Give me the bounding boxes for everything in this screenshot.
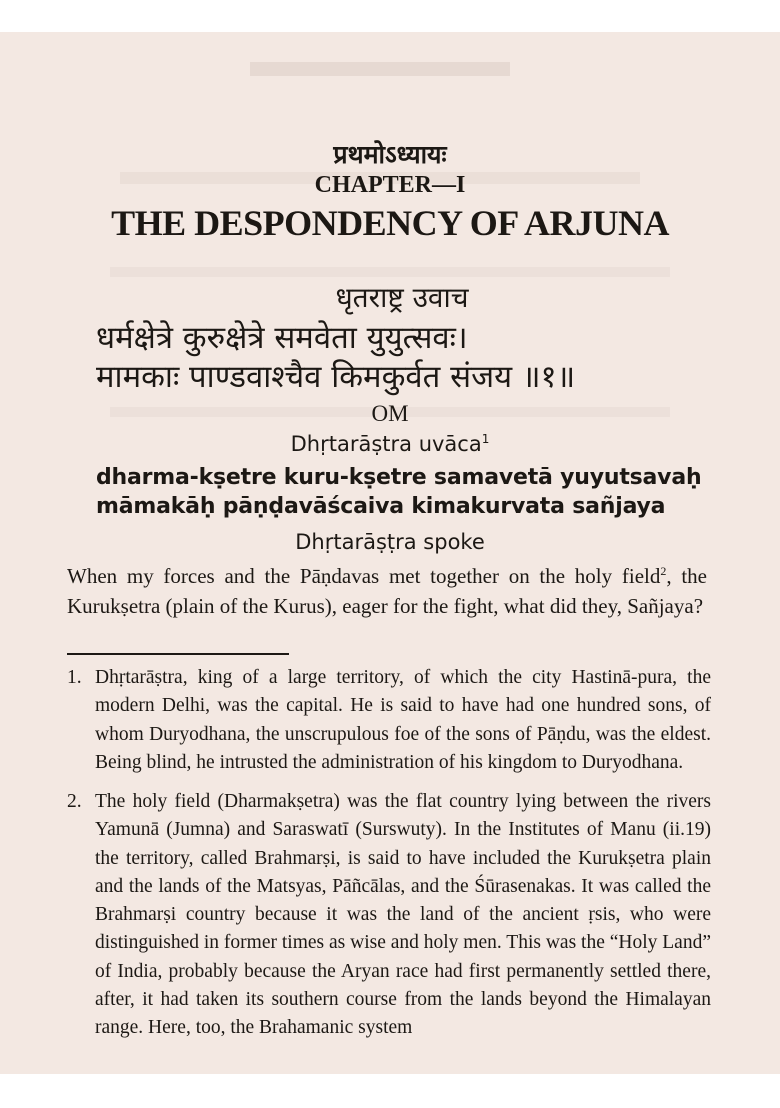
translation-text-part-1: When my forces and the Pāṇdavas met together on the holy field <box>67 564 661 588</box>
om-heading: OM <box>371 401 409 426</box>
footnote-divider <box>67 653 289 655</box>
footnote-2 <box>67 788 711 1043</box>
footnote-number: 2. <box>67 791 82 812</box>
bleed-through-shadow <box>110 267 670 277</box>
bleed-through-shadow <box>250 62 510 76</box>
footnote-number: 1. <box>67 667 82 688</box>
sanskrit-chapter-heading: प्रथमोऽध्यायः <box>333 140 447 169</box>
verse-transliteration-line-1: dharma-kṣetre kuru-kṣetre samavetā yuyutsavaḥ <box>96 465 702 490</box>
verse-translation <box>67 561 707 621</box>
chapter-title: THE DESPONDENCY OF ARJUNA <box>111 203 669 243</box>
footnote-text: Dhṛtarāṣtra, king of a large territory, of which the city Hastinā-pura, the modern Delhi, was the capital. He is said to have had one hundred sons, of whom Duryodhana, the unscrupulous foe of the sons of Pāṇdu, was the eldest. Being blind, he intrusted the administration of his kingdom to Duryodhana. <box>95 667 711 773</box>
verse-speaker-transliteration <box>0 432 780 456</box>
translation-text-part-2: , the Kurukṣetra (plain of the Kurus), eager for the fight, what did they, Sañjaya? <box>67 564 707 618</box>
speaker-translit-text: Dhṛtarāṣtra uvāca <box>290 432 482 456</box>
verse-sanskrit-line-2: मामकाः पाण्डवाश्चैव किमकुर्वत संजय ॥१॥ <box>96 359 576 395</box>
verse-speaker-english: Dhṛtarāṣṭra spoke <box>295 530 485 554</box>
footnote-1 <box>67 664 711 777</box>
verse-sanskrit-line-1: धर्मक्षेत्रे कुरुक्षेत्रे समवेता युयुत्सवः। <box>96 320 468 356</box>
verse-speaker-sanskrit: धृतराष्ट्र उवाच <box>335 281 469 314</box>
footnote-ref-2[interactable]: 2 <box>660 564 667 578</box>
footnote-text: The holy field (Dharmakṣetra) was the flat country lying between the rivers Yamunā (Jumna) and Saraswatī (Surswuty). In the Institutes of Manu (ii.19) the territory, called Brahmarṣi, is said to have included the Kurukṣetra plain and the lands of the Matsyas, Pāñcālas, and the Śūrasenakas. It was called the Brahmarṣi country because it was the land of the ancient ṛsis, who were distinguished in former times as wise and holy men. This was the “Holy Land” of India, probably because the Aryan race had first permanently settled there, after, it had taken its southern course from the lands beyond the Himalayan range. Here, too, the Brahamanic system <box>95 791 711 1039</box>
chapter-label: CHAPTER—I <box>314 172 466 198</box>
footnote-ref-1[interactable]: 1 <box>481 432 490 446</box>
verse-transliteration-line-2: māmakāḥ pāṇḍavāścaiva kimakurvata sañjaya <box>96 494 666 519</box>
